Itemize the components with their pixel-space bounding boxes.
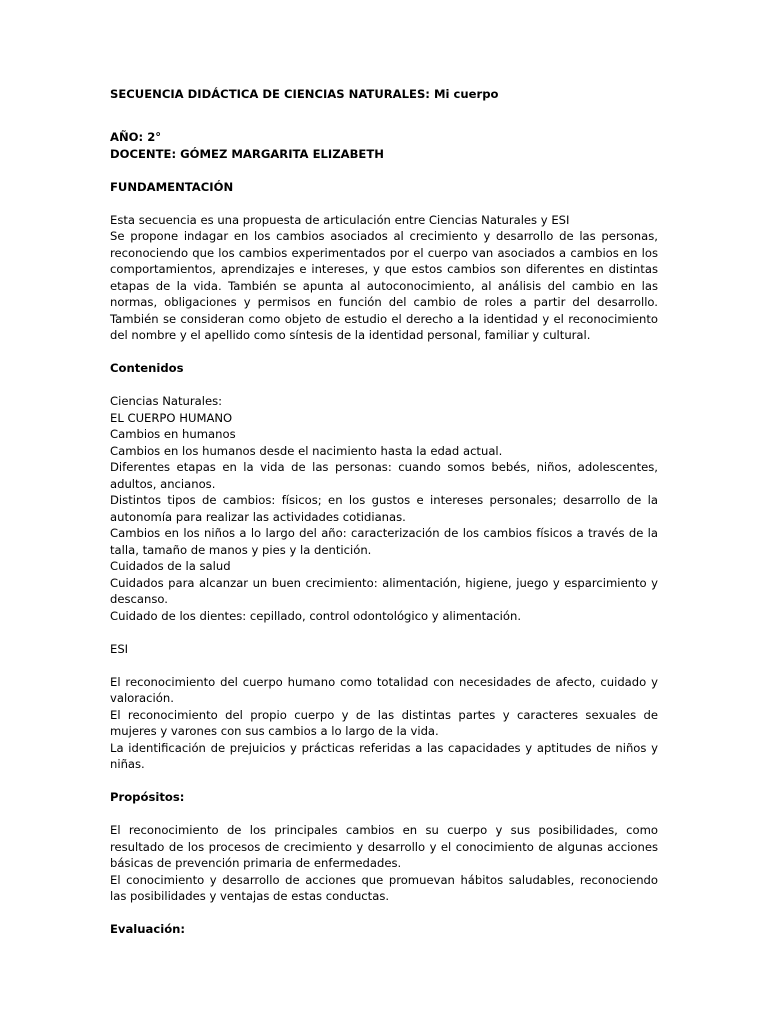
esi-item: El reconocimiento del cuerpo humano como totalidad con necesidades de afecto, cuidado y valoración.: [110, 674, 658, 705]
contenidos-heading: Contenidos: [110, 361, 184, 375]
docente-line: DOCENTE: GÓMEZ MARGARITA ELIZABETH: [110, 146, 384, 161]
propositos-heading: Propósitos:: [110, 790, 185, 804]
cn-item: Cuidados de la salud: [110, 559, 231, 573]
esi-heading: ESI: [110, 641, 129, 656]
cn-item: EL CUERPO HUMANO: [110, 410, 233, 425]
cn-item: Cambios en los niños a lo largo del año: caracterización de los cambios físicos a través de la talla, tamaño de manos y pies y la dentición.: [110, 526, 658, 557]
fundamentacion-intro: Esta secuencia es una propuesta de articulación entre Ciencias Naturales y ESI: [110, 212, 570, 227]
document-title: SECUENCIA DIDÁCTICA DE CIENCIAS NATURALES: Mi cuerpo: [110, 87, 499, 101]
proposito-item: El conocimiento y desarrollo de acciones que promuevan hábitos saludables, reconociendo las posibilidades y ventajas de estas conductas.: [110, 872, 658, 903]
cn-item: Diferentes etapas en la vida de las personas: cuando somos bebés, niños, adolescentes, adultos, ancianos.: [110, 460, 658, 491]
fundamentacion-heading: FUNDAMENTACIÓN: [110, 179, 234, 194]
fundamentacion-body: Se propone indagar en los cambios asociados al crecimiento y desarrollo de las personas, reconociendo que los cambios experimentados por el cuerpo van asociados a cambios en los comportamientos, aprendizajes e intereses, y que estos cambios son diferentes en distintas etapas de la vida. También se apunta al autoconocimiento, al análisis del cambio en las normas, obligaciones y permisos en función del cambio de roles a partir del desarrollo. También se consideran como objeto de estudio el derecho a la identidad y el reconocimiento del nombre y el apellido como síntesis de la identidad personal, familiar y cultural.: [110, 229, 658, 342]
cn-item: Cambios en humanos: [110, 427, 236, 441]
proposito-item: El reconocimiento de los principales cambios en su cuerpo y sus posibilidades, como resultado de los procesos de crecimiento y desarrollo y el conocimiento de algunas acciones básicas de prevención primaria de enfermedades.: [110, 823, 658, 870]
cn-item: Cambios en los humanos desde el nacimiento hasta la edad actual.: [110, 443, 503, 458]
document-page: [110, 86, 658, 938]
esi-item: La identificación de prejuicios y prácticas referidas a las capacidades y aptitudes de niños y niñas.: [110, 740, 658, 771]
esi-item: El reconocimiento del propio cuerpo y de las distintas partes y caracteres sexuales de mujeres y varones con sus cambios a lo largo de la vida.: [110, 707, 658, 738]
anio-line: AÑO: 2°: [110, 130, 162, 144]
cn-item: Distintos tipos de cambios: físicos; en los gustos e intereses personales; desarrollo de la autonomía para realizar las actividades cotidianas.: [110, 493, 658, 524]
evaluacion-heading: Evaluación:: [110, 922, 186, 936]
cn-heading: Ciencias Naturales:: [110, 394, 223, 408]
cn-item: Cuidado de los dientes: cepillado, control odontológico y alimentación.: [110, 608, 522, 623]
cn-item: Cuidados para alcanzar un buen crecimiento: alimentación, higiene, juego y esparcimiento y descanso.: [110, 575, 658, 606]
